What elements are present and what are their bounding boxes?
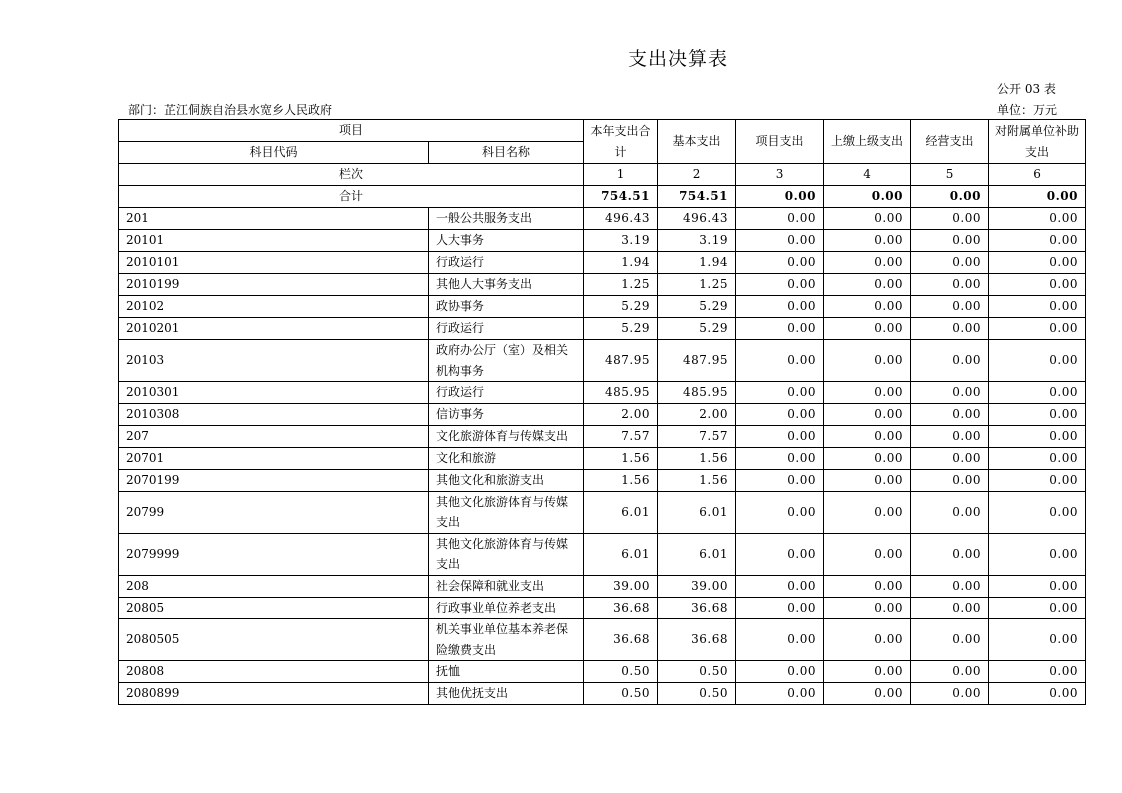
subject-code: 2010101 xyxy=(119,252,429,274)
amount-cell: 6.01 xyxy=(658,533,736,575)
amount-cell: 485.95 xyxy=(658,382,736,404)
table-row xyxy=(119,661,1086,683)
amount-cell: 7.57 xyxy=(584,426,658,448)
amount-cell: 0.00 xyxy=(824,382,911,404)
subject-code: 2010301 xyxy=(119,382,429,404)
amount-cell: 0.00 xyxy=(989,447,1086,469)
amount-cell: 0.00 xyxy=(911,683,989,705)
subject-name: 行政事业单位养老支出 xyxy=(429,597,584,619)
amount-cell: 1.94 xyxy=(584,252,658,274)
amount-cell: 0.00 xyxy=(824,208,911,230)
amount-cell: 0.00 xyxy=(824,491,911,533)
amount-cell: 0.00 xyxy=(911,533,989,575)
table-row xyxy=(119,491,1086,533)
table-row xyxy=(119,404,1086,426)
amount-cell: 36.68 xyxy=(658,597,736,619)
table-row xyxy=(119,230,1086,252)
total-value: 0.00 xyxy=(736,186,824,208)
table-row xyxy=(119,533,1086,575)
total-row xyxy=(119,186,1086,208)
expenditure-table xyxy=(118,119,1086,705)
amount-cell: 0.00 xyxy=(989,208,1086,230)
amount-cell: 0.00 xyxy=(989,533,1086,575)
column-index: 2 xyxy=(658,164,736,186)
subject-code: 2070199 xyxy=(119,469,429,491)
total-value: 0.00 xyxy=(911,186,989,208)
amount-cell: 5.29 xyxy=(584,318,658,340)
amount-cell: 0.00 xyxy=(911,382,989,404)
subject-code: 2010199 xyxy=(119,274,429,296)
header-row-index: 栏次 xyxy=(119,164,584,186)
amount-cell: 3.19 xyxy=(658,230,736,252)
table-row xyxy=(119,597,1086,619)
total-value: 0.00 xyxy=(824,186,911,208)
subject-name: 其他文化和旅游支出 xyxy=(429,469,584,491)
amount-cell: 39.00 xyxy=(658,575,736,597)
amount-cell: 0.00 xyxy=(824,426,911,448)
amount-cell: 0.50 xyxy=(658,683,736,705)
amount-cell: 36.68 xyxy=(584,619,658,661)
subject-name: 政府办公厅（室）及相关机构事务 xyxy=(429,340,584,382)
subject-code: 20701 xyxy=(119,447,429,469)
amount-cell: 1.94 xyxy=(658,252,736,274)
column-index: 1 xyxy=(584,164,658,186)
header-code: 科目代码 xyxy=(119,142,429,164)
amount-cell: 0.00 xyxy=(736,533,824,575)
header-col-total: 本年支出合计 xyxy=(584,120,658,164)
amount-cell: 0.00 xyxy=(736,252,824,274)
table-row xyxy=(119,340,1086,382)
amount-cell: 0.00 xyxy=(736,404,824,426)
amount-cell: 0.50 xyxy=(584,661,658,683)
amount-cell: 0.00 xyxy=(736,683,824,705)
amount-cell: 496.43 xyxy=(584,208,658,230)
amount-cell: 5.29 xyxy=(658,296,736,318)
amount-cell: 0.00 xyxy=(824,469,911,491)
amount-cell: 0.00 xyxy=(911,252,989,274)
subject-code: 20103 xyxy=(119,340,429,382)
subject-name: 其他优抚支出 xyxy=(429,683,584,705)
amount-cell: 1.25 xyxy=(658,274,736,296)
header-col-business: 经营支出 xyxy=(911,120,989,164)
amount-cell: 0.00 xyxy=(911,274,989,296)
table-row xyxy=(119,575,1086,597)
amount-cell: 6.01 xyxy=(584,533,658,575)
amount-cell: 0.00 xyxy=(824,340,911,382)
amount-cell: 0.00 xyxy=(911,491,989,533)
amount-cell: 0.00 xyxy=(736,597,824,619)
amount-cell: 0.00 xyxy=(736,274,824,296)
amount-cell: 0.00 xyxy=(989,318,1086,340)
amount-cell: 0.00 xyxy=(736,382,824,404)
page-title: 支出决算表 xyxy=(627,48,728,70)
amount-cell: 0.00 xyxy=(824,296,911,318)
amount-cell: 0.00 xyxy=(989,382,1086,404)
subject-name: 抚恤 xyxy=(429,661,584,683)
amount-cell: 0.00 xyxy=(736,661,824,683)
amount-cell: 1.25 xyxy=(584,274,658,296)
amount-cell: 0.50 xyxy=(584,683,658,705)
total-value: 754.51 xyxy=(584,186,658,208)
amount-cell: 0.00 xyxy=(824,404,911,426)
amount-cell: 0.00 xyxy=(989,469,1086,491)
subject-name: 行政运行 xyxy=(429,318,584,340)
amount-cell: 0.00 xyxy=(911,619,989,661)
subject-code: 2080505 xyxy=(119,619,429,661)
amount-cell: 0.00 xyxy=(989,619,1086,661)
table-row xyxy=(119,208,1086,230)
total-value: 0.00 xyxy=(989,186,1086,208)
amount-cell: 0.00 xyxy=(911,208,989,230)
column-index: 6 xyxy=(989,164,1086,186)
amount-cell: 487.95 xyxy=(584,340,658,382)
header-col-project: 项目支出 xyxy=(736,120,824,164)
amount-cell: 0.00 xyxy=(911,597,989,619)
amount-cell: 0.00 xyxy=(989,491,1086,533)
subject-name: 信访事务 xyxy=(429,404,584,426)
subject-code: 20805 xyxy=(119,597,429,619)
amount-cell: 0.00 xyxy=(824,274,911,296)
amount-cell: 0.00 xyxy=(989,296,1086,318)
subject-name: 社会保障和就业支出 xyxy=(429,575,584,597)
amount-cell: 0.00 xyxy=(989,252,1086,274)
amount-cell: 0.00 xyxy=(736,426,824,448)
header-col-subsidy: 对附属单位补助支出 xyxy=(989,120,1086,164)
subject-code: 2080899 xyxy=(119,683,429,705)
amount-cell: 2.00 xyxy=(658,404,736,426)
table-row xyxy=(119,296,1086,318)
amount-cell: 0.00 xyxy=(911,230,989,252)
amount-cell: 0.00 xyxy=(736,491,824,533)
amount-cell: 0.50 xyxy=(658,661,736,683)
amount-cell: 0.00 xyxy=(989,340,1086,382)
subject-code: 20808 xyxy=(119,661,429,683)
table-row xyxy=(119,426,1086,448)
amount-cell: 0.00 xyxy=(824,575,911,597)
subject-name: 其他文化旅游体育与传媒支出 xyxy=(429,533,584,575)
amount-cell: 5.29 xyxy=(584,296,658,318)
header-project: 项目 xyxy=(119,120,584,142)
subject-name: 一般公共服务支出 xyxy=(429,208,584,230)
amount-cell: 39.00 xyxy=(584,575,658,597)
amount-cell: 0.00 xyxy=(736,230,824,252)
amount-cell: 0.00 xyxy=(911,404,989,426)
amount-cell: 36.68 xyxy=(658,619,736,661)
amount-cell: 2.00 xyxy=(584,404,658,426)
amount-cell: 0.00 xyxy=(911,469,989,491)
amount-cell: 0.00 xyxy=(736,575,824,597)
amount-cell: 0.00 xyxy=(911,426,989,448)
amount-cell: 0.00 xyxy=(989,274,1086,296)
amount-cell: 0.00 xyxy=(824,661,911,683)
amount-cell: 487.95 xyxy=(658,340,736,382)
subject-name: 其他人大事务支出 xyxy=(429,274,584,296)
amount-cell: 1.56 xyxy=(584,447,658,469)
amount-cell: 0.00 xyxy=(911,340,989,382)
table-row xyxy=(119,447,1086,469)
amount-cell: 0.00 xyxy=(911,575,989,597)
subject-name: 文化和旅游 xyxy=(429,447,584,469)
amount-cell: 0.00 xyxy=(824,683,911,705)
amount-cell: 0.00 xyxy=(736,318,824,340)
amount-cell: 0.00 xyxy=(989,683,1086,705)
column-index: 5 xyxy=(911,164,989,186)
table-row xyxy=(119,469,1086,491)
amount-cell: 0.00 xyxy=(824,597,911,619)
header-col-basic: 基本支出 xyxy=(658,120,736,164)
unit-label: 单位：万元 xyxy=(997,103,1058,117)
amount-cell: 0.00 xyxy=(736,208,824,230)
amount-cell: 6.01 xyxy=(658,491,736,533)
amount-cell: 0.00 xyxy=(736,447,824,469)
column-index: 4 xyxy=(824,164,911,186)
amount-cell: 0.00 xyxy=(989,404,1086,426)
amount-cell: 0.00 xyxy=(736,619,824,661)
subject-code: 2010308 xyxy=(119,404,429,426)
amount-cell: 0.00 xyxy=(989,426,1086,448)
amount-cell: 1.56 xyxy=(584,469,658,491)
form-number: 公开 03 表 xyxy=(997,82,1056,96)
table-row xyxy=(119,683,1086,705)
subject-code: 20799 xyxy=(119,491,429,533)
table-row xyxy=(119,318,1086,340)
subject-code: 201 xyxy=(119,208,429,230)
amount-cell: 0.00 xyxy=(736,469,824,491)
amount-cell: 36.68 xyxy=(584,597,658,619)
amount-cell: 0.00 xyxy=(824,619,911,661)
amount-cell: 0.00 xyxy=(911,296,989,318)
subject-code: 20102 xyxy=(119,296,429,318)
total-label: 合计 xyxy=(119,186,584,208)
subject-name: 机关事业单位基本养老保险缴费支出 xyxy=(429,619,584,661)
amount-cell: 1.56 xyxy=(658,447,736,469)
amount-cell: 0.00 xyxy=(824,252,911,274)
total-value: 754.51 xyxy=(658,186,736,208)
amount-cell: 0.00 xyxy=(911,661,989,683)
header-col-remit: 上缴上级支出 xyxy=(824,120,911,164)
amount-cell: 0.00 xyxy=(824,230,911,252)
amount-cell: 0.00 xyxy=(824,318,911,340)
amount-cell: 7.57 xyxy=(658,426,736,448)
subject-name: 政协事务 xyxy=(429,296,584,318)
table-row xyxy=(119,274,1086,296)
subject-name: 文化旅游体育与传媒支出 xyxy=(429,426,584,448)
amount-cell: 0.00 xyxy=(736,340,824,382)
amount-cell: 0.00 xyxy=(989,597,1086,619)
amount-cell: 485.95 xyxy=(584,382,658,404)
amount-cell: 3.19 xyxy=(584,230,658,252)
subject-name: 行政运行 xyxy=(429,252,584,274)
table-row xyxy=(119,619,1086,661)
table-row xyxy=(119,252,1086,274)
amount-cell: 0.00 xyxy=(911,447,989,469)
amount-cell: 496.43 xyxy=(658,208,736,230)
amount-cell: 5.29 xyxy=(658,318,736,340)
table-row xyxy=(119,382,1086,404)
amount-cell: 1.56 xyxy=(658,469,736,491)
header-name: 科目名称 xyxy=(429,142,584,164)
amount-cell: 6.01 xyxy=(584,491,658,533)
amount-cell: 0.00 xyxy=(911,318,989,340)
amount-cell: 0.00 xyxy=(989,661,1086,683)
subject-code: 207 xyxy=(119,426,429,448)
subject-name: 行政运行 xyxy=(429,382,584,404)
subject-code: 2079999 xyxy=(119,533,429,575)
subject-code: 2010201 xyxy=(119,318,429,340)
column-index: 3 xyxy=(736,164,824,186)
amount-cell: 0.00 xyxy=(989,575,1086,597)
subject-code: 20101 xyxy=(119,230,429,252)
amount-cell: 0.00 xyxy=(736,296,824,318)
amount-cell: 0.00 xyxy=(989,230,1086,252)
amount-cell: 0.00 xyxy=(824,447,911,469)
subject-name: 其他文化旅游体育与传媒支出 xyxy=(429,491,584,533)
subject-code: 208 xyxy=(119,575,429,597)
department-label: 部门：芷江侗族自治县水宽乡人民政府 xyxy=(128,103,333,117)
subject-name: 人大事务 xyxy=(429,230,584,252)
amount-cell: 0.00 xyxy=(824,533,911,575)
